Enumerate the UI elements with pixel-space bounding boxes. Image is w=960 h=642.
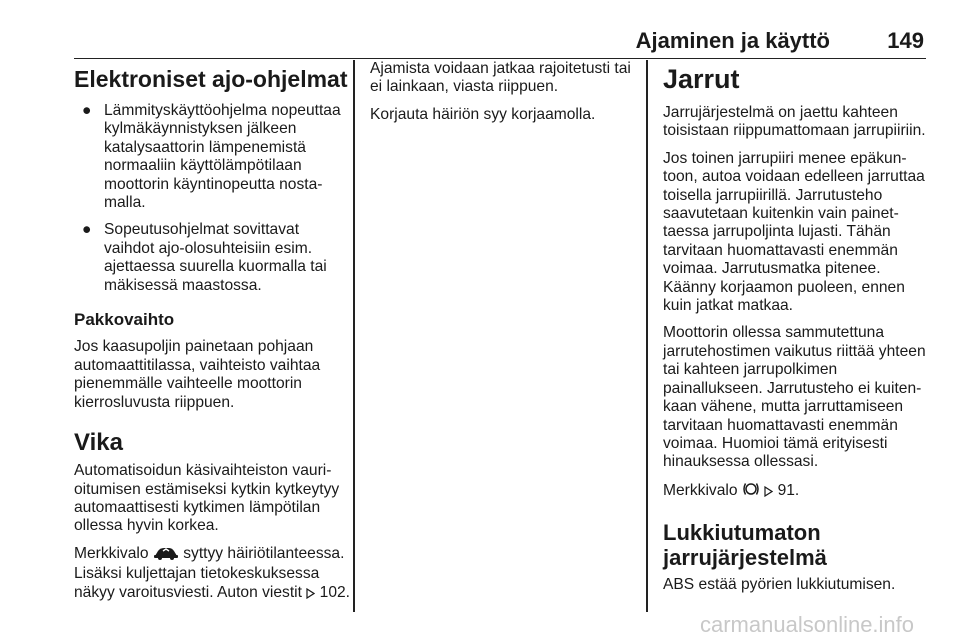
page-number: 149: [887, 28, 924, 53]
watermark: carmanualsonline.info: [700, 612, 915, 637]
column-right: [663, 60, 926, 604]
brakes-paragraph-3: Moottorin ollessa sammutettuna jarrutehostimen vaikutus riittää yhteen tai kahteen jarrupolkimen painallukseen. Jarrutusteho ei kuitenkaan vähene, mutta jarruttamiseen tarvitaan huomattavasti enemmän voimaa. Huomioi tämä erityisesti hinauksessa ollessasi.: [663, 324, 926, 471]
column-middle: [370, 60, 636, 133]
brakes-paragraph-1: Jarrujärjestelmä on jaettu kahteen toisistaan riippumattomaan jarrupiiriin.: [663, 104, 926, 140]
warning-text: syttyy häiriötilanteessa. Lisäksi kuljettajan tietokeskuksessa näkyy varoitusviesti. Auton viestit: [74, 544, 345, 601]
bullet: ●: [82, 102, 92, 119]
abs-text: ABS estää pyörien lukkiutumisen.: [663, 576, 896, 594]
list-item-text: Sopeutusohjelmat sovittavat vaihdot ajo-olosuhteisiin esim. ajettaessa suurella kuormalla tai mäkisessä maastossa.: [104, 221, 327, 294]
repair-text: Korjauta häiriön syy korjaamolla.: [370, 105, 596, 123]
fault-text: Automatisoidun käsivaihteiston vaurioitumisen estämiseksi kytkin kytkeytyy automaattisesti kytkimen lämpötilan ollessa hyvin korkea.: [74, 462, 340, 535]
brakes-paragraph-2: Jos toinen jarrupiiri menee epäkuntoon, autoa voidaan edelleen jarruttaa toisella jarrupiirillä. Jarrutusteho saavutetaan kuitenkin vain painettaessa jarrupoljinta lujasti. Tähän tarvitaan huomattavasti enemmän voimaa. Jarrutusmatka pitenee. Käänny korjaamon puoleen, ennen kuin jatkat matkaa.: [663, 149, 925, 315]
brake-indicator-paragraph: [663, 481, 926, 502]
column-divider-1: [353, 60, 355, 612]
list-item-text: Lämmityskäyttöohjelma nopeuttaa kylmäkäynnistyksen jälkeen katalysaattorin lämpenemistä normaaliin käyttölämpötilaan moottorin käyntinopeutta nostamalla.: [104, 102, 341, 212]
abs-heading-line-1: Lukkiutumaton: [663, 520, 821, 546]
section-heading-brakes: Jarrut: [663, 64, 740, 94]
section-heading-abs: [663, 520, 926, 570]
page-header: [74, 28, 926, 59]
reference-triangle-icon[interactable]: [306, 586, 315, 604]
kickdown-text: Jos kaasupoljin painetaan pohjaan automaattitilassa, vaihteisto vaihtaa pienemmälle vaihteelle moottorin kierrosluvusta riippuen.: [74, 338, 321, 411]
list-item: [74, 102, 350, 212]
section-heading-electronic-programs: Elektroniset ajo-ohjelmat: [74, 66, 348, 92]
brake-warning-icon: [742, 481, 760, 502]
warning-label: Merkkivalo: [74, 544, 149, 562]
indicator-label: Merkkivalo: [663, 481, 738, 499]
bullet: ●: [82, 221, 92, 239]
reference-triangle-icon[interactable]: [764, 484, 773, 502]
column-left: [74, 60, 350, 613]
list-item: [74, 221, 350, 295]
warning-paragraph: [74, 545, 350, 604]
section-heading-fault: Vika: [74, 429, 123, 457]
abs-heading-line-2: jarrujärjestelmä: [663, 545, 827, 571]
column-divider-2: [646, 60, 648, 612]
indicator-page-ref[interactable]: 91.: [777, 481, 800, 499]
car-fault-icon: [153, 546, 179, 565]
program-list: [74, 102, 350, 295]
continue-driving-text: Ajamista voidaan jatkaa rajoitetusti tai ei lainkaan, viasta riippuen.: [370, 60, 631, 96]
subheading-kickdown: Pakkovaihto: [74, 310, 175, 330]
header-title: Ajaminen ja käyttö: [635, 28, 830, 53]
warning-page-ref[interactable]: 102.: [319, 583, 350, 601]
